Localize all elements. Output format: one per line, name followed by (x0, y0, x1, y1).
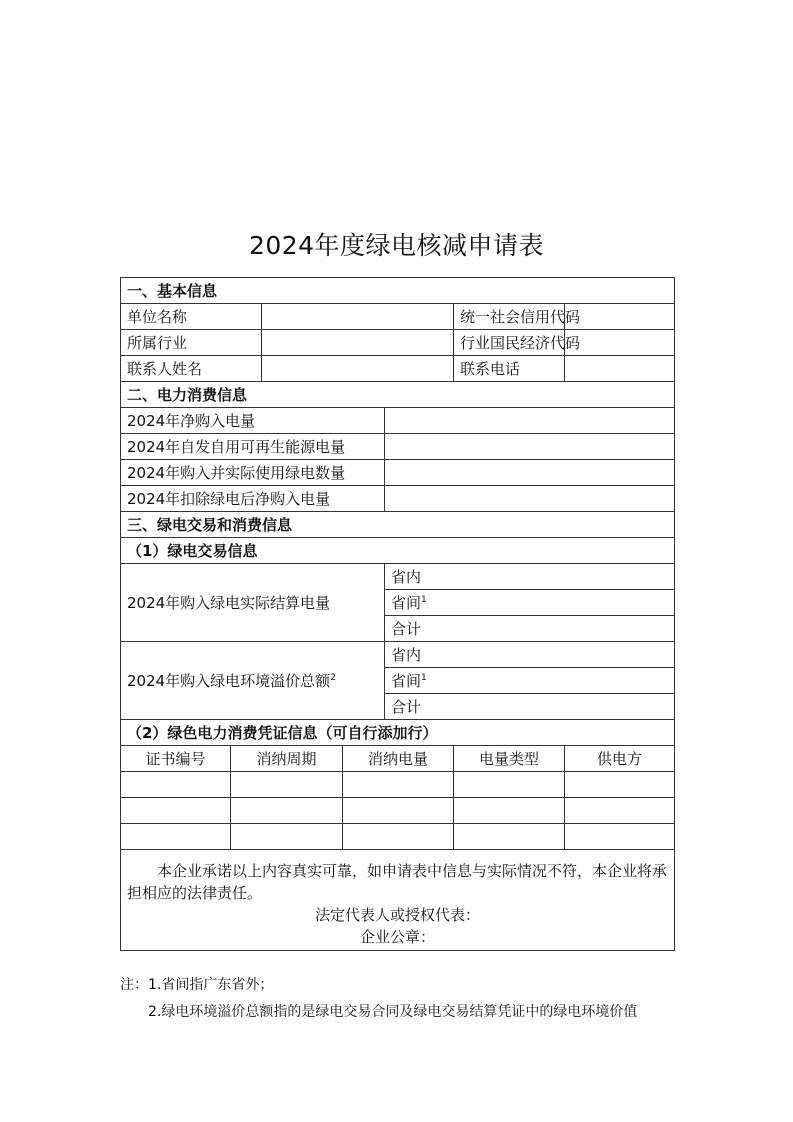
column-header-supplier: 供电方 (565, 746, 675, 772)
premium-row (121, 642, 675, 668)
premium-label-cell (121, 642, 385, 720)
cert-cell[interactable] (565, 824, 675, 850)
consumption-value-field[interactable] (385, 434, 675, 460)
consumption-value-field[interactable] (385, 408, 675, 434)
label-contact-name: 联系人姓名 (121, 356, 262, 382)
subsection-certificate-heading-row (121, 720, 675, 746)
signer-label: 法定代表人或授权代表： (315, 906, 481, 924)
declaration-row (121, 850, 675, 951)
settlement-label-cell (121, 564, 385, 642)
footnote-marker: 1 (421, 595, 427, 605)
settlement-item[interactable]: 省内 (385, 564, 675, 590)
label-credit-code: 统一社会信用代码 (454, 304, 565, 330)
seal-label: 企业公章： (360, 928, 436, 946)
cert-cell[interactable] (454, 772, 565, 798)
label-industry-code: 行业国民经济代码 (454, 330, 565, 356)
column-header-amount: 消纳电量 (343, 746, 454, 772)
consumption-row (121, 408, 675, 434)
consumption-label: 2024年自发自用可再生能源电量 (121, 434, 385, 460)
application-form (120, 277, 675, 951)
consumption-row (121, 460, 675, 486)
section-heading: 三、绿电交易和消费信息 (121, 512, 675, 538)
settlement-label: 2024年购入绿电实际结算电量 (127, 594, 331, 612)
credit-code-field[interactable] (565, 304, 675, 330)
cert-cell[interactable] (343, 772, 454, 798)
consumption-value-field[interactable] (385, 486, 675, 512)
cert-cell[interactable] (565, 798, 675, 824)
declaration-text: 本企业承诺以上内容真实可靠，如申请表中信息与实际情况不符，本企业将承担相应的法律责任。 (127, 862, 668, 902)
label-unit-name: 单位名称 (121, 304, 262, 330)
section-heading: 二、电力消费信息 (121, 382, 675, 408)
footnote-1: 注：1.省间指广东省外； (120, 977, 274, 993)
premium-label: 2024年购入绿电环境溢价总额 (127, 672, 331, 690)
label-contact-phone: 联系电话 (454, 356, 565, 382)
basic-info-row (121, 304, 675, 330)
footnote-2: 2.绿电环境溢价总额指的是绿电交易合同及绿电交易结算凭证中的绿电环境价值 (148, 1004, 638, 1020)
cert-cell[interactable] (121, 772, 231, 798)
premium-item[interactable]: 省间$^1$ (385, 668, 675, 694)
section-heading: 一、基本信息 (121, 278, 675, 304)
contact-name-field[interactable] (262, 356, 454, 382)
column-header-cert-no: 证书编号 (121, 746, 231, 772)
settlement-item[interactable]: 合计 (385, 616, 675, 642)
basic-info-row (121, 330, 675, 356)
settlement-row (121, 564, 675, 590)
unit-name-field[interactable] (262, 304, 454, 330)
certificate-header-row (121, 746, 675, 772)
label-industry: 所属行业 (121, 330, 262, 356)
basic-info-row (121, 356, 675, 382)
column-header-type: 电量类型 (454, 746, 565, 772)
cert-cell[interactable] (454, 824, 565, 850)
section-power-consumption-heading-row (121, 382, 675, 408)
consumption-label: 2024年净购入电量 (121, 408, 385, 434)
section-green-power-heading-row (121, 512, 675, 538)
section-basic-info-heading-row (121, 278, 675, 304)
cert-cell[interactable] (343, 798, 454, 824)
premium-item[interactable]: 合计 (385, 694, 675, 720)
cert-cell[interactable] (121, 824, 231, 850)
table-row (121, 772, 675, 798)
consumption-value-field[interactable] (385, 460, 675, 486)
footnote-marker: 2 (330, 673, 336, 683)
page-title: 2024年度绿电核减申请表 (248, 231, 545, 260)
table-row (121, 798, 675, 824)
cert-cell[interactable] (231, 772, 343, 798)
cert-cell[interactable] (121, 798, 231, 824)
consumption-label: 2024年购入并实际使用绿电数量 (121, 460, 385, 486)
industry-code-field[interactable] (565, 330, 675, 356)
industry-field[interactable] (262, 330, 454, 356)
cert-cell[interactable] (454, 798, 565, 824)
contact-phone-field[interactable] (565, 356, 675, 382)
cert-cell[interactable] (231, 824, 343, 850)
subsection-trade-heading-row (121, 538, 675, 564)
cert-cell[interactable] (565, 772, 675, 798)
consumption-row (121, 434, 675, 460)
column-header-period: 消纳周期 (231, 746, 343, 772)
cert-cell[interactable] (231, 798, 343, 824)
footnotes (120, 972, 680, 1026)
subsection-heading: （2）绿色电力消费凭证信息（可自行添加行） (121, 720, 675, 746)
premium-item[interactable]: 省内 (385, 642, 675, 668)
declaration-cell (121, 850, 675, 951)
consumption-row (121, 486, 675, 512)
subsection-heading: （1）绿电交易信息 (121, 538, 675, 564)
footnote-marker: 1 (421, 673, 427, 683)
cert-cell[interactable] (343, 824, 454, 850)
table-row (121, 824, 675, 850)
settlement-item[interactable]: 省间$^1$ (385, 590, 675, 616)
consumption-label: 2024年扣除绿电后净购入电量 (121, 486, 385, 512)
